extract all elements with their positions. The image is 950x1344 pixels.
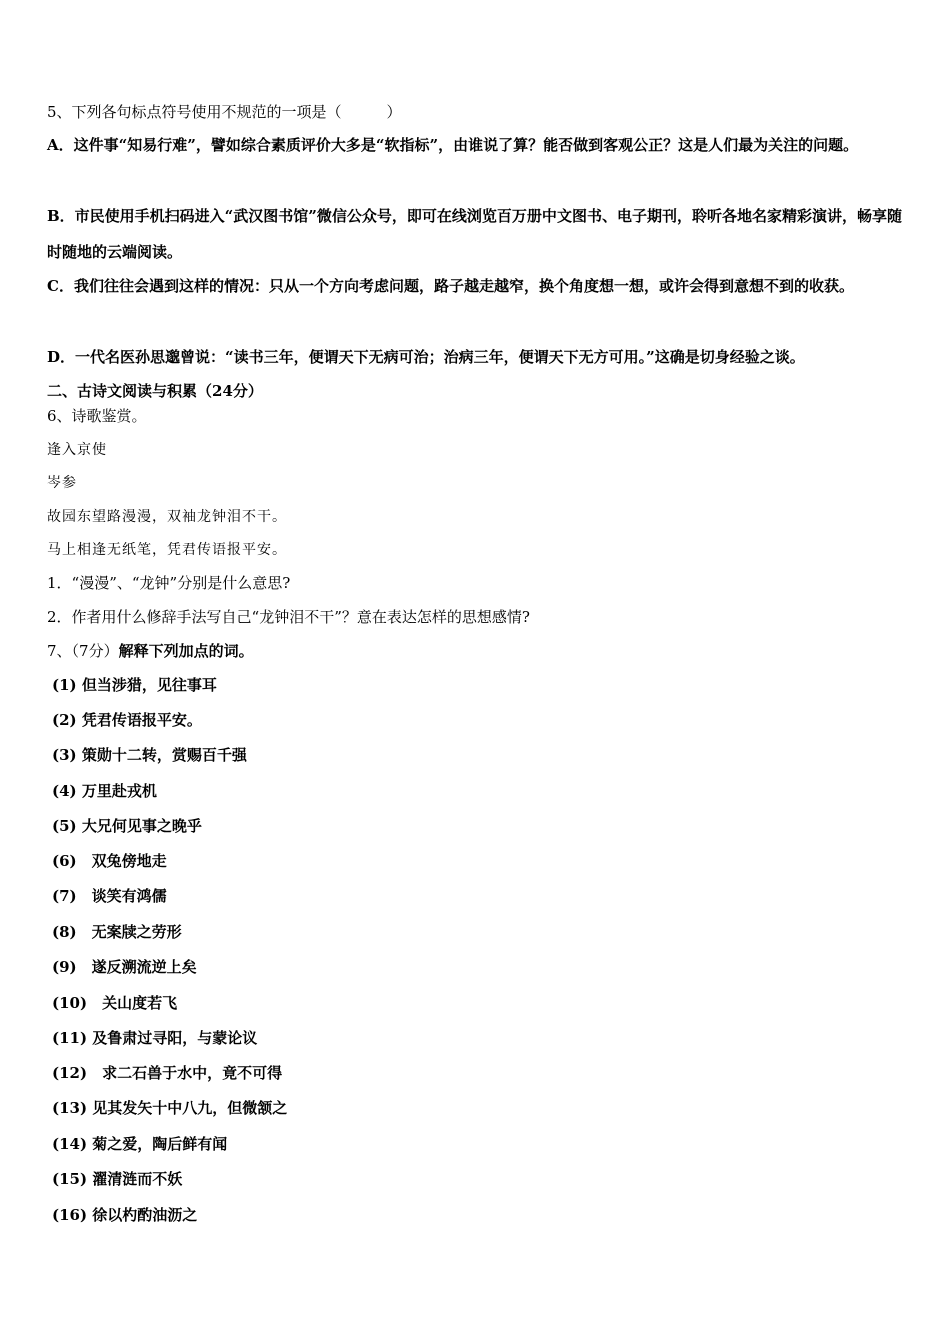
q5-option-a: A．这件事“知易行难”，譬如综合素质评价大多是“软指标”，由谁说了算？能否做到客观公正？这是人们最为关注的问题。: [47, 136, 859, 154]
q7-item: (9) 遂反溯流逆上矣: [52, 958, 197, 976]
q7-number: 7、（7分）: [47, 642, 119, 660]
q7-item: (2) 凭君传语报平安。: [52, 711, 202, 729]
q7-item: (14) 菊之爱，陶后鲜有闻: [52, 1135, 228, 1153]
q7-item: (13) 见其发矢十中八九，但微颔之: [52, 1099, 288, 1117]
q6-subquestion-2: 2．作者用什么修辞手法写自己“龙钟泪不干”？意在表达怎样的思想感情?: [47, 608, 530, 626]
q7-item: (15) 濯清涟而不妖: [52, 1170, 183, 1188]
q5-option-b: B．市民使用手机扫码进入“武汉图书馆”微信公众号，即可在线浏览百万册中文图书、电子期刊，聆听各地名家精彩演讲，畅享随时随地的云端阅读。: [47, 207, 902, 261]
q7-item: (12) 求二石兽于水中，竟不可得: [52, 1064, 283, 1082]
q7-item: (1) 但当涉猎，见往事耳: [52, 676, 217, 694]
q7-item: (4) 万里赴戎机: [52, 782, 157, 800]
q7-instruction: 解释下列加点的词。: [118, 642, 254, 660]
poem-line-1: 故园东望路漫漫，双袖龙钟泪不干。: [47, 509, 287, 525]
q5-option-c: C．我们往往会遇到这样的情况：只从一个方向考虑问题，路子越走越窄，换个角度想一想，或许会得到意想不到的收获。: [47, 277, 854, 295]
poem-author: 岑参: [47, 475, 77, 491]
section-2-heading: 二、古诗文阅读与积累（24分）: [47, 382, 263, 400]
q7-item: (8) 无案牍之劳形: [52, 923, 182, 941]
q7-item: (10) 关山度若飞: [52, 994, 178, 1012]
q6-subquestion-1: 1．“漫漫”、“龙钟”分别是什么意思?: [47, 574, 291, 592]
q7-item: (3) 策勋十二转，赏赐百千强: [52, 746, 247, 764]
q7-item: (7) 谈笑有鸿儒: [52, 887, 167, 905]
q7-item: (5) 大兄何见事之晚乎: [52, 817, 202, 835]
question-5-stem: 5、下列各句标点符号使用不规范的一项是（ ）: [47, 103, 402, 121]
poem-line-2: 马上相逢无纸笔，凭君传语报平安。: [47, 542, 287, 558]
poem-title: 逢入京使: [47, 442, 107, 458]
q5-option-d: D．一代名医孙思邈曾说：“读书三年，便谓天下无病可治；治病三年，便谓天下无方可用。”这确是切身经验之谈。: [47, 348, 805, 366]
q7-item: (16) 徐以杓酌油沥之: [52, 1206, 198, 1224]
question-6-stem: 6、诗歌鉴赏。: [47, 407, 147, 425]
question-7-stem: [47, 641, 254, 661]
q7-item: (6) 双兔傍地走: [52, 852, 167, 870]
q7-item: (11) 及鲁肃过寻阳，与蒙论议: [52, 1029, 258, 1047]
